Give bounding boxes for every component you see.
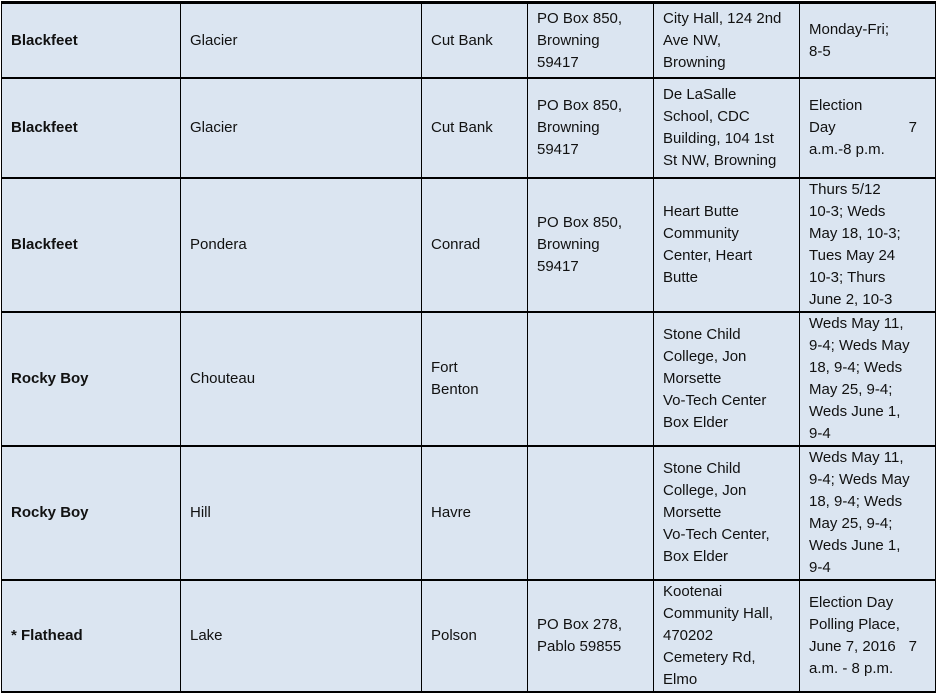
tribe-cell: * Flathead (2, 580, 181, 692)
location-line: 470202 (663, 627, 714, 644)
location-line: School, CDC (663, 108, 750, 125)
city-cell: Polson (422, 580, 528, 692)
city-cell (422, 312, 528, 446)
location-line: Heart Butte (663, 203, 739, 220)
mailing-line: PO Box 850, (537, 214, 623, 231)
mailing-line: PO Box 850, (537, 97, 623, 114)
mailing-address-cell (528, 446, 654, 580)
table-row (2, 3, 936, 79)
hours-line: Thurs 5/12 (809, 181, 881, 198)
location-cell (654, 78, 800, 178)
location-line: Elmo (663, 671, 698, 688)
hours-line: May 18, 10-3; (809, 225, 901, 242)
hours-fragment: Day (809, 119, 836, 136)
location-line: Morsette (663, 370, 722, 387)
hours-fragment: 7 (908, 638, 917, 655)
mailing-address-cell (528, 580, 654, 692)
mailing-line: 59417 (537, 258, 579, 275)
hours-fragment: June 7, 2016 (809, 638, 896, 655)
hours-line: Tues May 24 (809, 247, 896, 264)
hours-cell (800, 78, 936, 178)
mailing-address-cell (528, 3, 654, 79)
hours-line: Election Day (809, 594, 894, 611)
tribe-cell: Rocky Boy (2, 446, 181, 580)
location-cell (654, 580, 800, 692)
table-row (2, 580, 936, 692)
city-line: Benton (431, 381, 479, 398)
location-line: College, Jon (663, 482, 747, 499)
location-line: Cemetery Rd, (663, 649, 756, 666)
tribe-cell: Blackfeet (2, 78, 181, 178)
mailing-line: PO Box 850, (537, 9, 623, 27)
county-cell: Lake (181, 580, 422, 692)
location-line: Butte (663, 269, 699, 286)
hours-line: Monday-Fri; (809, 20, 890, 38)
city-cell: Havre (422, 446, 528, 580)
hours-line: 18, 9-4; Weds (809, 359, 903, 376)
table-row (2, 312, 936, 446)
mailing-address-cell (528, 312, 654, 446)
mailing-line: 59417 (537, 53, 579, 71)
city-cell: Cut Bank (422, 3, 528, 79)
hours-line: 9-4; Weds May (809, 471, 910, 488)
hours-cell (800, 580, 936, 692)
hours-cell (800, 3, 936, 79)
location-cell (654, 446, 800, 580)
location-cell (654, 178, 800, 312)
mailing-line: Browning (537, 236, 600, 253)
location-line: Morsette (663, 504, 722, 521)
tribe-cell: Blackfeet (2, 3, 181, 79)
location-line: Community Hall, (663, 605, 774, 622)
location-cell (654, 3, 800, 79)
hours-line: a.m. - 8 p.m. (809, 660, 894, 677)
hours-line: Weds June 1, (809, 403, 901, 420)
table-row (2, 78, 936, 178)
table-row (2, 178, 936, 312)
hours-line: a.m.-8 p.m. (809, 141, 885, 158)
hours-line: Election (809, 97, 863, 114)
tribe-cell: Rocky Boy (2, 312, 181, 446)
location-line: Community (663, 225, 739, 242)
location-line: Vo-Tech Center, (663, 526, 770, 543)
mailing-address-cell (528, 78, 654, 178)
hours-line: Weds June 1, (809, 537, 901, 554)
hours-fragment: 7 (908, 119, 917, 136)
hours-line (809, 117, 935, 139)
hours-line: May 25, 9-4; (809, 515, 893, 532)
hours-line: May 25, 9-4; (809, 381, 893, 398)
hours-line: 18, 9-4; Weds (809, 493, 903, 510)
location-line: College, Jon (663, 348, 747, 365)
location-line: Building, 104 1st (663, 130, 774, 147)
hours-line: 9-4 (809, 559, 831, 576)
location-line: City Hall, 124 2nd (663, 9, 782, 27)
county-cell: Hill (181, 446, 422, 580)
location-line: Vo-Tech Center (663, 392, 767, 409)
mailing-line: Browning (537, 31, 600, 49)
hours-line: Weds May 11, (809, 449, 904, 466)
location-line: Box Elder (663, 414, 729, 431)
location-line: Box Elder (663, 548, 729, 565)
city-cell: Conrad (422, 178, 528, 312)
hours-line: 9-4; Weds May (809, 337, 910, 354)
location-line: Ave NW, (663, 31, 722, 49)
county-cell: Chouteau (181, 312, 422, 446)
tribe-cell: Blackfeet (2, 178, 181, 312)
hours-line: 8-5 (809, 42, 831, 60)
county-cell: Pondera (181, 178, 422, 312)
mailing-line: Browning (537, 119, 600, 136)
county-cell: Glacier (181, 78, 422, 178)
satellite-office-table (1, 1, 936, 693)
hours-line: Weds May 11, (809, 315, 904, 332)
location-line: De LaSalle (663, 86, 737, 103)
table-row (2, 446, 936, 580)
hours-line: Polling Place, (809, 616, 900, 633)
mailing-line: 59417 (537, 141, 579, 158)
hours-line: 10-3; Weds (809, 203, 886, 220)
location-line: Stone Child (663, 460, 741, 477)
hours-cell (800, 312, 936, 446)
location-line: Stone Child (663, 326, 741, 343)
mailing-line: PO Box 278, (537, 616, 623, 633)
location-line: Kootenai (663, 583, 723, 600)
hours-line (809, 636, 935, 658)
location-line: Center, Heart (663, 247, 753, 264)
location-line: St NW, Browning (663, 152, 777, 169)
location-cell (654, 312, 800, 446)
mailing-address-cell (528, 178, 654, 312)
city-cell: Cut Bank (422, 78, 528, 178)
county-cell: Glacier (181, 3, 422, 79)
hours-line: June 2, 10-3 (809, 291, 893, 308)
hours-cell (800, 178, 936, 312)
location-line: Browning (663, 53, 726, 71)
hours-line: 9-4 (809, 425, 831, 442)
mailing-line: Pablo 59855 (537, 638, 622, 655)
hours-cell (800, 446, 936, 580)
hours-line: 10-3; Thurs (809, 269, 886, 286)
city-line: Fort (431, 359, 458, 376)
